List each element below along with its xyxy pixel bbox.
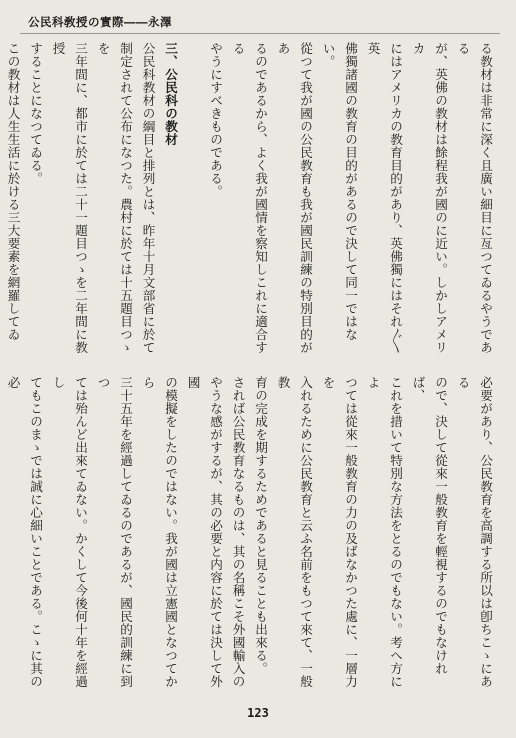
upper-text-block (5, 42, 496, 364)
text-column: てもこのまゝでは誠に心細いことである。こゝに其の必 (5, 376, 43, 688)
text-column: 育の完成を期するためであると見ることも出來る。 (253, 376, 268, 675)
text-column: 制定されて公布になつた。農村に於ては十五題目つゝを (95, 42, 133, 354)
text-column (0, 376, 1, 698)
text-column: 三十五年を經過してゐるのであるが、國民的訓練に到つ (95, 376, 133, 688)
section-heading: 三、公民科の教材 (163, 42, 178, 146)
text-column: これを措いて特別な方法をとるのでもない。考へ方によ (365, 376, 403, 688)
text-column: 三年間に、都市に於ては二十一題目つゝを二年間に教授 (50, 42, 88, 354)
text-column: 從つて我が國の公民教育も我が國民訓練の特別目的があ (275, 42, 313, 354)
text-column: 佛獨諸國の教育の目的があるので決して同一ではない。 (320, 42, 358, 341)
text-column (0, 42, 1, 364)
text-column: るのであるから、よく我が國情を察知しこれに適合する (230, 42, 268, 354)
running-header: 公民科敎授の實際――永澤 (28, 15, 172, 29)
text-column: することになつてゐる。 (28, 42, 43, 185)
text-column: やうにすべきものである。 (208, 42, 223, 198)
text-column: る教材は非常に深く且廣い細目に亙つてゐるやうである (455, 42, 493, 354)
text-column: ので、決して從來一般教育を輕視するのでもなければ、 (410, 376, 448, 675)
text-column: つては從來一般教育の力の及ばなかつた處に、一層力を (320, 376, 358, 688)
text-column: にはアメリカの教育目的があり、英佛獨にはそれ〴〵英 (365, 42, 403, 354)
spacer-column (181, 42, 204, 364)
text-column: ては殆んど出來てゐない。かくして今後何十年を經過し (50, 376, 88, 688)
page-number: 123 (247, 706, 269, 720)
header-rule (20, 33, 500, 34)
text-column: この教材は人生生活に於ける三大要素を網羅してゐ (5, 42, 21, 341)
text-column: の模擬をしたのではない。我が國は立憲國となつてから (140, 376, 178, 688)
text-column: やうな感がするが、其の必要と内容に於ては決して外國 (185, 376, 223, 688)
text-column: が、英佛の教材は餘程我が國のに近い。しかしアメリカ (410, 42, 448, 354)
lower-text-block (5, 376, 496, 698)
text-column: 必要があり、公民教育を高調する所以は卽ちこゝにある (455, 376, 493, 688)
text-column: されば公民教育なるものは、其の名稱こそ外國輸入の (230, 376, 246, 688)
text-column: 公民科教材の綱目と排列とは、昨年十月文部省に於て (140, 42, 156, 354)
text-column: 入れるために公民教育と云ふ名前をもつて來て、一般教 (275, 376, 313, 688)
